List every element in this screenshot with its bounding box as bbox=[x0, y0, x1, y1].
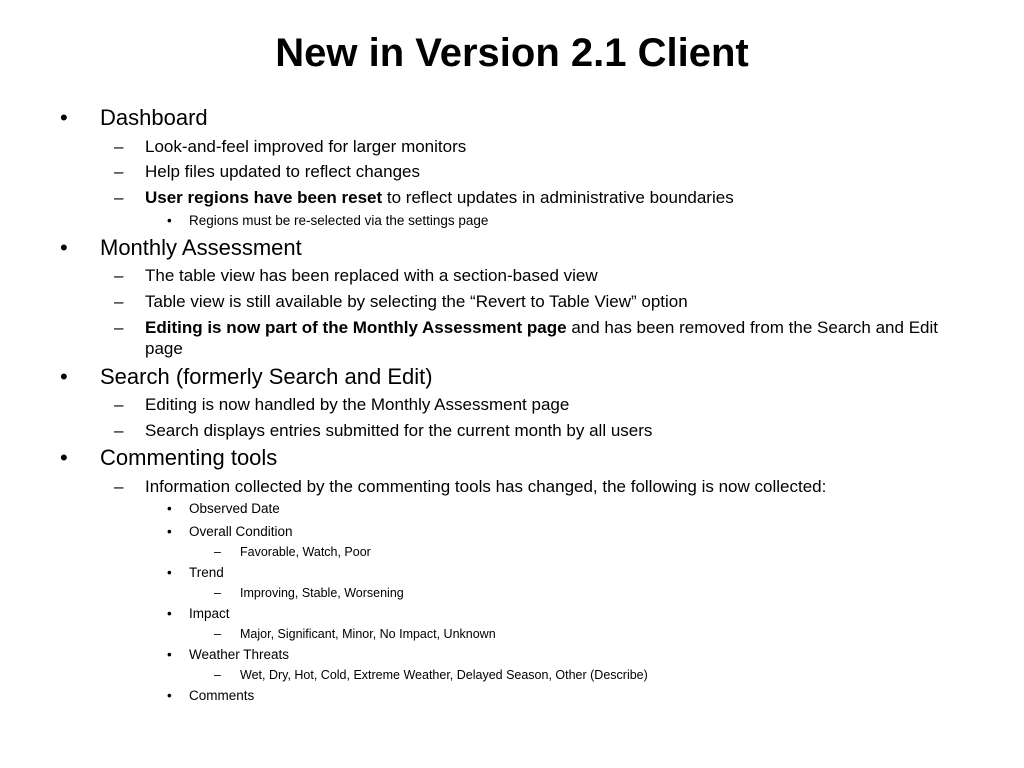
bullet-marker: • bbox=[167, 213, 172, 228]
bullet-marker: • bbox=[60, 364, 68, 389]
dash-marker: – bbox=[114, 292, 124, 311]
section-commenting-tools: Commenting tools bbox=[100, 445, 278, 470]
item-text: and has been removed from the Search and Edit page bbox=[145, 318, 938, 358]
section-dashboard: Dashboard bbox=[100, 105, 208, 130]
monthly-item bbox=[145, 317, 965, 359]
field-weather-threats: Weather Threats bbox=[189, 647, 290, 662]
dashboard-item: Help files updated to reflect changes bbox=[145, 162, 421, 181]
bullet-marker: • bbox=[167, 565, 172, 580]
field-options: Favorable, Watch, Poor bbox=[240, 545, 371, 559]
dash-marker: – bbox=[114, 266, 124, 285]
bullet-marker: • bbox=[167, 606, 172, 621]
dash-marker: – bbox=[214, 545, 221, 559]
emphasis-text: Editing is now part of the Monthly Assessment page bbox=[145, 318, 567, 337]
bullet-marker: • bbox=[60, 105, 68, 130]
search-item: Search displays entries submitted for the current month by all users bbox=[145, 421, 653, 440]
slide-title: New in Version 2.1 Client bbox=[275, 31, 749, 75]
field-observed-date: Observed Date bbox=[189, 501, 280, 516]
dashboard-item bbox=[145, 187, 734, 208]
dashboard-item: Look-and-feel improved for larger monitors bbox=[145, 137, 467, 156]
bullet-marker: • bbox=[167, 501, 172, 516]
bullet-marker: • bbox=[167, 688, 172, 703]
dash-marker: – bbox=[114, 477, 124, 496]
dash-marker: – bbox=[114, 318, 124, 337]
item-text: to reflect updates in administrative boundaries bbox=[382, 188, 734, 207]
emphasis-text: User regions have been reset bbox=[145, 188, 383, 207]
bullet-marker: • bbox=[60, 235, 68, 260]
field-overall-condition: Overall Condition bbox=[189, 524, 293, 539]
field-trend: Trend bbox=[189, 565, 224, 580]
section-monthly-assessment: Monthly Assessment bbox=[100, 235, 302, 260]
dash-marker: – bbox=[114, 421, 124, 440]
monthly-item: The table view has been replaced with a section-based view bbox=[145, 266, 598, 285]
monthly-item: Table view is still available by selecting the “Revert to Table View” option bbox=[145, 292, 688, 311]
bullet-marker: • bbox=[60, 445, 68, 470]
bullet-marker: • bbox=[167, 647, 172, 662]
section-search: Search (formerly Search and Edit) bbox=[100, 364, 433, 389]
dash-marker: – bbox=[114, 395, 124, 414]
dash-marker: – bbox=[214, 627, 221, 641]
dashboard-subitem: Regions must be re-selected via the settings page bbox=[189, 213, 489, 228]
field-options: Major, Significant, Minor, No Impact, Unknown bbox=[240, 627, 496, 641]
field-impact: Impact bbox=[189, 606, 230, 621]
field-options: Wet, Dry, Hot, Cold, Extreme Weather, Delayed Season, Other (Describe) bbox=[240, 668, 648, 682]
dash-marker: – bbox=[114, 188, 124, 207]
dash-marker: – bbox=[214, 668, 221, 682]
dash-marker: – bbox=[114, 162, 124, 181]
bullet-marker: • bbox=[167, 524, 172, 539]
field-options: Improving, Stable, Worsening bbox=[240, 586, 404, 600]
commenting-item: Information collected by the commenting tools has changed, the following is now collected: bbox=[145, 477, 827, 496]
search-item: Editing is now handled by the Monthly Assessment page bbox=[145, 395, 570, 414]
field-comments: Comments bbox=[189, 688, 255, 703]
dash-marker: – bbox=[214, 586, 221, 600]
dash-marker: – bbox=[114, 137, 124, 156]
